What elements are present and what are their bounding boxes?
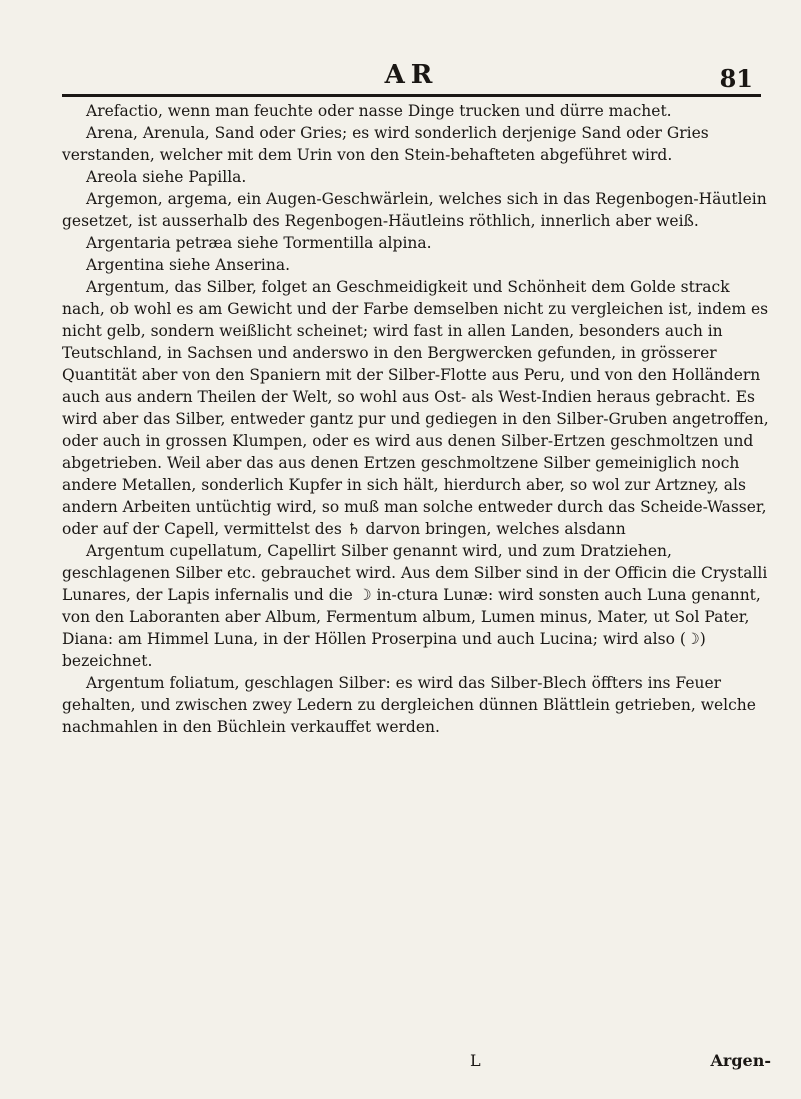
- entry-arefactio: Arefactio, wenn man feuchte oder nasse Dinge trucken und dürre machet.: [86, 102, 672, 120]
- dictionary-entries: [62, 100, 777, 738]
- entry-argentum: Argentum, das Silber, folget an Geschmeidigkeit und Schönheit dem Golde strack nach, ob wohl es am Gewicht und der Farbe demselben nicht zu vergleichen ist, indem es nicht gelb, sondern weißlicht scheinet; wird fast in allen Landen, besonders auch in Teutschland, in Sachsen und anderswo in den Bergwercken gefunden, in grösserer Quantität aber von den Spaniern mit der Silber-Flotte aus Peru, und von den Holländern auch aus andern Theilen der Welt, so wohl aus Ost- als West-Indien heraus gebracht. Es wird aber das Silber, entweder gantz pur und gediegen in den Silber-Gruben angetroffen, oder auch in grossen Klumpen, oder es wird aus denen Silber-Ertzen geschmoltzen und abgetrieben. Weil aber das aus denen Ertzen geschmoltzene Silber gemeiniglich noch andere Metallen, sonderlich Kupfer in sich hält, hierdurch aber, so wol zur Artzney, als andern Arbeiten untüchtig wird, so muß man solche entweder durch das Scheide-Wasser, oder auf der Capell, vermittelst des ♄ darvon bringen, welches alsdann: [62, 278, 769, 538]
- header-title: AR: [384, 60, 439, 90]
- signature-mark: L: [470, 1051, 481, 1070]
- entry-arena: Arena, Arenula, Sand oder Gries; es wird sonderlich derjenige Sand oder Gries verstanden, welcher mit dem Urin von den Stein-behafteten abgeführet wird.: [62, 124, 709, 164]
- entry-argentina: Argentina siehe Anserina.: [86, 256, 291, 274]
- entry-argentaria-petraea: Argentaria petræa siehe Tormentilla alpina.: [86, 234, 432, 252]
- header-rule: [62, 94, 761, 97]
- page-footer: [0, 1051, 801, 1077]
- running-header: [62, 60, 761, 98]
- catchword: Argen-: [710, 1051, 771, 1070]
- entry-argemon: Argemon, argema, ein Augen-Geschwärlein, welches sich in das Regenbogen-Häutlein gesetzet, ist ausserhalb des Regenbogen-Häutleins röthlich, innerlich aber weiß.: [62, 190, 767, 230]
- entry-argentum-foliatum: Argentum foliatum, geschlagen Silber: es wird das Silber-Blech öffters ins Feuer gehalten, und zwischen zwey Ledern zu dergleichen dünnen Blättlein getrieben, welche nachmahlen in den Büchlein verkauffet werden.: [62, 674, 756, 736]
- entry-argentum-cupellatum: Argentum cupellatum, Capellirt Silber genannt wird, und zum Dratziehen, geschlagenen Silber etc. gebrauchet wird. Aus dem Silber sind in der Officin die Crystalli Lunares, der Lapis infernalis und die ☽ in-ctura Lunæ: wird sonsten auch Luna genannt, von den Laboranten aber Album, Fermentum album, Lumen minus, Mater, ut Sol Pater, Diana: am Himmel Luna, in der Höllen Proserpina und auch Lucina; wird also (☽) bezeichnet.: [62, 542, 768, 670]
- entry-areola: Areola siehe Papilla.: [86, 168, 247, 186]
- page-number: 81: [719, 64, 753, 93]
